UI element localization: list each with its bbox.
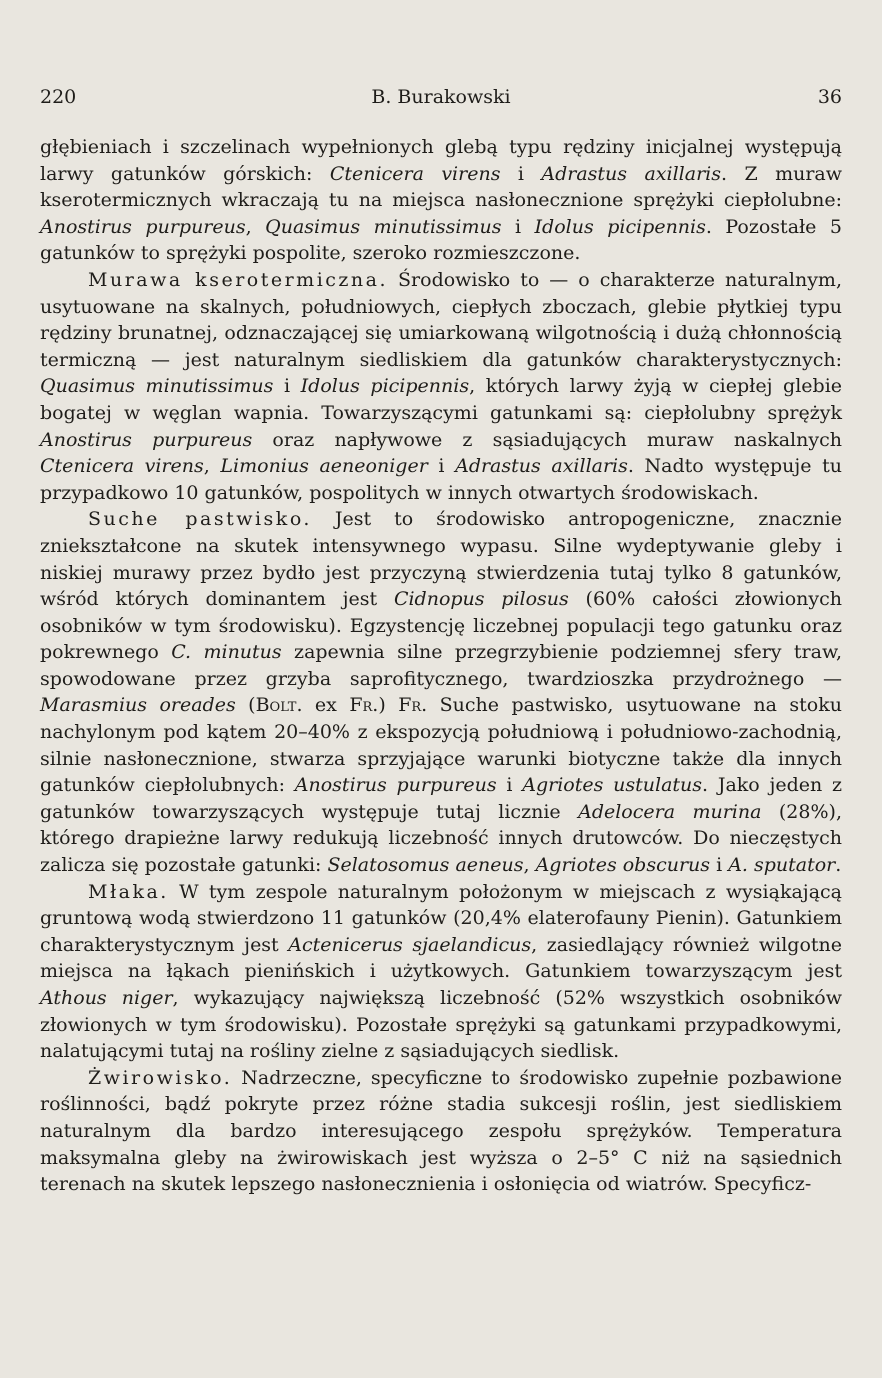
section-heading: Murawa kserotermiczna. <box>88 268 389 291</box>
text-run: Nadrzeczne, specyficzne to środowisko zupełnie pozbawione roślinności, bądź pokryte przez różne stadia sukcesji roślin, jest siedliskiem naturalnym dla bardzo interesującego zespołu sprężyków. Temperatura maksymalna gleby na żwirowiskach jest wyższa o 2–5° C niż na sąsiednich terenach na skutek lepszego nasłonecznienia i osłonięcia od wiatrów. Specyficz- <box>40 1066 842 1196</box>
text-run: , wykazujący największą liczebność (52% wszystkich osobników złowionych w tym środowisku). Pozostałe sprężyki są gatunkami przypadkowymi, nalatującymi tutaj na rośliny zielne z sąsiadujących siedlisk. <box>40 987 842 1063</box>
species-name: Athous niger <box>40 987 173 1009</box>
text-run: i <box>500 162 542 185</box>
text-run: i <box>496 774 523 797</box>
text-run: , <box>245 215 266 238</box>
text-run: i <box>273 375 301 398</box>
text-run: . Pozostałe 5 gatunków to sprężyki pospolite, szeroko rozmieszczone. <box>40 215 843 265</box>
species-name: A. sputator <box>728 854 836 877</box>
author-abbrev: Bolt. <box>255 694 303 717</box>
species-name: Quasimus minutissimus <box>40 375 274 398</box>
page-number: 220 <box>40 86 77 108</box>
species-name: Cidnopus pilosus <box>393 588 569 611</box>
text-run: . Z muraw kserotermicznych wkraczają tu na miejsca nasłonecznione sprężyki ciepłolubne: <box>40 162 842 212</box>
text-run: (28%), którego drapieżne larwy redukują liczebność innych drutowców. Do nieczęstych zalicza się pozostałe gatunki: <box>40 800 842 877</box>
text-run: . <box>835 854 842 877</box>
species-name: Anostirus purpureus <box>40 215 246 238</box>
text-run: W tym zespole naturalnym położonym w miejscach z wysiąkającą gruntową wodą stwierdzono 11 gatunków (20,4% elaterofauny Pienin). Gatunkiem charakterystycznym jest <box>40 880 842 956</box>
running-head-author: B. Burakowski <box>371 86 511 108</box>
text-run: oraz napływowe z sąsiadujących muraw naskalnych <box>252 428 842 451</box>
species-name: Limonius aeneoniger <box>220 455 428 478</box>
text-run: Jest to środowisko antropogeniczne, znacznie zniekształcone na skutek intensywnego wypasu. Silne wydeptywanie gleby i niskiej murawy przez bydło jest przyczyną stwierdzenia tutaj tylko 8 gatunków, wśród których dominantem jest <box>40 508 842 611</box>
header-right-number: 36 <box>817 86 842 108</box>
species-name: Actenicerus sjaelandicus <box>288 933 532 956</box>
body-text <box>40 134 842 1198</box>
species-name: Anostirus purpureus <box>294 774 497 797</box>
paragraph <box>40 267 842 506</box>
species-name: Ctenicera virens <box>40 455 204 478</box>
text-run: . Nadto występuje tu przypadkowo 10 gatunków, pospolitych w innych otwartych środowiskach. <box>40 455 842 504</box>
text-run: i <box>427 455 456 478</box>
text-run: , zasiedlający również wilgotne miejsca na łąkach pienińskich i użytkowych. Gatunkiem towarzyszącym jest <box>40 933 842 983</box>
text-run: głębieniach i szczelinach wypełnionych glebą typu rędziny inicjalnej występują larwy gatunków górskich: <box>40 136 842 185</box>
text-run: ) <box>378 694 399 717</box>
text-run: (60% całości złowionych osobników w tym środowisku). Egzystencję liczebnej populacji tego gatunku oraz pokrewnego <box>40 588 842 664</box>
text-run: Suche pastwisko, usytuowane na stoku nachylonym pod kątem 20–40% z ekspozycją południową i południowo-zachodnią, silnie nasłonecznione, stwarza sprzyjające warunki biotyczne także dla innych gatunków ciepłolubnych: <box>40 694 842 797</box>
species-name: Anostirus purpureus <box>40 428 253 451</box>
paragraph <box>40 506 842 878</box>
section-heading: Młaka. <box>88 880 169 903</box>
species-name: Agriotes obscurus <box>535 854 711 877</box>
species-name: Adrastus axillaris <box>541 162 721 185</box>
species-name: Selatosomus aeneus <box>327 854 524 877</box>
running-header <box>40 86 842 110</box>
text-run: , <box>523 854 536 877</box>
author-abbrev: Fr. <box>349 694 379 717</box>
species-name: Marasmius oreades <box>40 694 236 717</box>
species-name: C. minutus <box>171 641 282 664</box>
text-run: Środowisko to — o charakterze naturalnym, usytuowane na skalnych, południowych, ciepłych zboczach, glebie płytkiej typu rędziny brunatnej, odznaczającej się umiarkowaną wilgotnością i dużą chłonnością termiczną — jest naturalnym siedliskiem dla gatunków charakterystycznych: <box>40 268 842 371</box>
text-run: ex <box>302 694 350 717</box>
paragraph <box>40 879 842 1065</box>
text-run: i <box>710 854 729 877</box>
paragraph <box>40 134 842 267</box>
text-run: , których larwy żyją w ciepłej glebie bogatej w węglan wapnia. Towarzyszącymi gatunkami są: ciepłolubny sprężyk <box>40 375 843 424</box>
text-run: zapewnia silne przegrzybienie podziemnej sfery traw, spowodowane przez grzyba saprofitycznego, twardzioszka przydrożnego — <box>40 641 842 690</box>
text-run: , <box>203 455 221 478</box>
text-run: ( <box>235 694 256 717</box>
species-name: Agriotes ustulatus <box>522 774 703 797</box>
species-name: Idolus picipennis <box>300 375 470 398</box>
species-name: Idolus picipennis <box>534 215 706 238</box>
text-run: . Jako jeden z gatunków towarzyszących występuje tutaj licznie <box>40 774 843 823</box>
section-heading: Żwirowisko. <box>88 1066 233 1089</box>
species-name: Quasimus minutissimus <box>265 215 502 238</box>
author-abbrev: Fr. <box>398 694 428 717</box>
section-heading: Suche pastwisko. <box>88 508 312 531</box>
species-name: Adrastus axillaris <box>455 455 628 478</box>
species-name: Adelocera murina <box>578 800 762 823</box>
paragraph <box>40 1065 842 1198</box>
text-run: i <box>501 215 535 238</box>
species-name: Ctenicera virens <box>329 162 501 185</box>
